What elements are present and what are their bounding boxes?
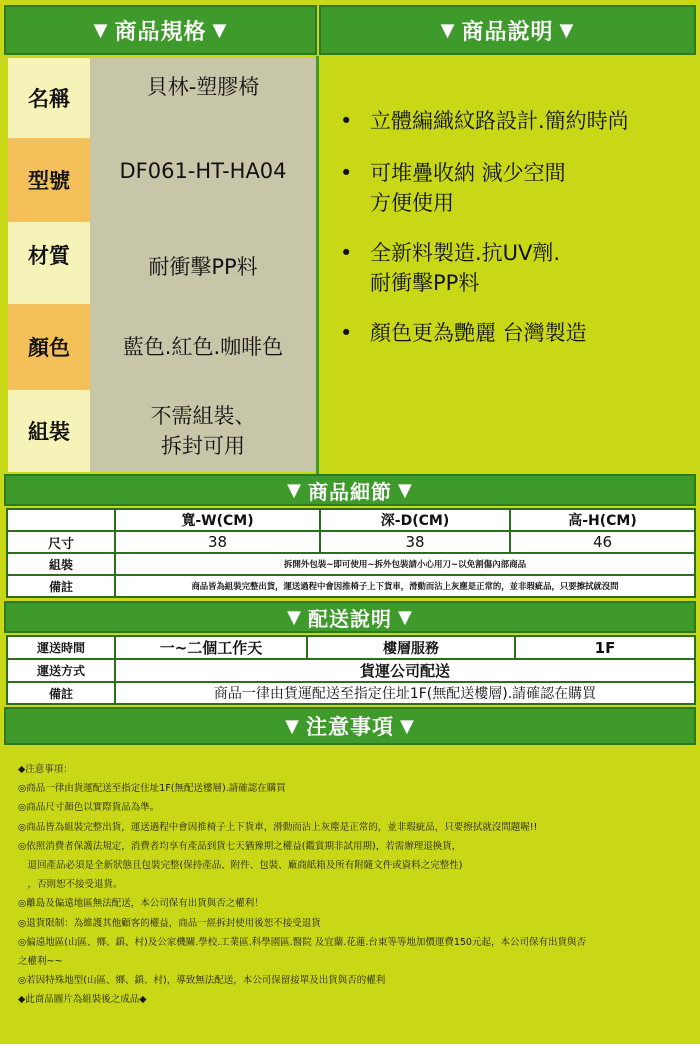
detail-header [4,474,696,506]
spec-label-material: 材質 [8,222,90,304]
notice-line: ◎退貨限制：為維護其他顧客的權益，商品一經拆封使用後恕不接受退貨 [18,917,321,929]
depth-column-header: 深-D(CM) [320,509,510,531]
spec-value-color: 藍色.紅色.咖啡色 [90,304,316,390]
notice-line: ◎若因特殊地型(山區、鄉、鎮、村)，導致無法配送，本公司保留接單及出貨與否的權利 [18,975,386,987]
notice-line: ◆注意事項： [18,764,73,775]
delivery-header-title: 配送說明 [308,606,392,631]
description-header [319,5,696,55]
notice-line: ◎商品尺寸顏色以實際貨品為準。 [18,802,160,814]
description-item-text: 顏色更為艷麗 台灣製造 [370,321,587,345]
spec-label-color: 顏色 [8,304,90,390]
notice-line: 退回產品必須是全新狀態且包裝完整(保持產品、附件、包裝、廠商紙箱及所有附隨文件或資料之完整性) [18,860,463,872]
list-item [340,106,695,136]
spec-label-assembly: 組裝 [8,390,90,472]
notice-line: ◎偏遠地區(山區、鄉、鎮、村)及公家機關.學校.工業區.科學園區.醫院 及宜蘭.花蓮.台東等等地加價運費150元起，本公司保有出貨與否 [18,936,586,948]
height-column-header: 高-H(CM) [510,509,695,531]
delivery-header [4,601,696,633]
triangle-down-icon: ▼ [398,479,413,501]
list-item [340,238,695,298]
delivery-table [6,635,696,705]
bullet-icon: • [340,241,353,265]
triangle-down-icon: ▼ [287,479,302,501]
triangle-down-icon: ▼ [285,715,300,737]
spec-header [4,5,317,55]
floor-service-label: 樓層服務 [307,636,515,659]
notice-line: ◎商品一律由貨運配送至指定住址1F(無配送樓層).請確認在購買 [18,783,286,795]
bullet-icon: • [340,109,353,133]
assembly-text: 拆開外包裝~即可使用~拆外包裝請小心用刀~以免割傷內部商品 [115,553,695,575]
table-row [7,659,695,682]
detail-header-title: 商品細節 [308,479,392,504]
table-row [7,636,695,659]
table-corner-cell [7,509,115,531]
bullet-icon: • [340,321,353,345]
assembly-label: 組裝 [7,553,115,575]
spec-value-assembly: 不需組裝、 拆封可用 [90,390,316,472]
notice-line: ◎依照消費者保護法規定，消費者均享有產品到貨七天猶豫期之權益(鑑賞期非試用期)，若需辦理退換貨， [18,840,462,852]
delivery-time-value: 一~二個工作天 [115,636,307,659]
delivery-remark-label: 備註 [7,682,115,704]
notice-line: ◎離島及偏遠地區無法配送，本公司保有出貨與否之權利！ [18,898,264,910]
notice-header-title: 注意事項 [306,715,394,739]
list-item [340,158,695,218]
table-row [7,509,695,531]
spec-value-model: DF061-HT-HA04 [90,138,316,222]
triangle-down-icon: ▼ [398,606,413,628]
triangle-down-icon: ▼ [400,715,415,737]
bullet-icon: • [340,161,353,185]
description-item-text: 全新料製造.抗UV劑. 耐衝擊PP料 [370,241,561,295]
spec-label-name: 名稱 [8,58,90,138]
spec-divider [316,56,319,474]
width-column-header: 寬-W(CM) [115,509,320,531]
notice-line: ，否則恕不接受退貨。 [18,879,123,891]
notice-line: ◆此商品圖片為組裝後之成品◆ [18,994,147,1006]
description-item-text: 可堆疊收納 減少空間 方便使用 [370,161,566,215]
table-row [7,682,695,704]
triangle-down-icon: ▼ [212,19,228,41]
description-list [340,106,695,348]
delivery-method-label: 運送方式 [7,659,115,682]
bottom-border [0,1044,700,1050]
notice-line: 之權利~~ [18,956,63,968]
triangle-down-icon: ▼ [93,19,109,41]
spec-header-title: 商品規格 [114,19,207,45]
description-item-text: 立體編織紋路設計.簡約時尚 [370,109,629,133]
triangle-down-icon: ▼ [287,606,302,628]
spec-label-model: 型號 [8,138,90,222]
size-label: 尺寸 [7,531,115,553]
triangle-down-icon: ▼ [440,19,456,41]
delivery-remark-value: 商品一律由貨運配送至指定住址1F(無配送樓層).請確認在購買 [115,682,695,704]
triangle-down-icon: ▼ [559,19,575,41]
description-header-title: 商品說明 [461,19,554,45]
depth-value: 38 [320,531,510,553]
table-row [7,553,695,575]
delivery-time-label: 運送時間 [7,636,115,659]
detail-table [6,508,696,598]
spec-value-name: 貝林-塑膠椅 [90,58,316,138]
width-value: 38 [115,531,320,553]
notice-list [18,760,688,1010]
floor-service-value: 1F [515,636,695,659]
height-value: 46 [510,531,695,553]
spec-value-material: 耐衝擊PP料 [90,222,316,304]
delivery-method-value: 貨運公司配送 [115,659,695,682]
notice-header [4,707,696,745]
notice-line: ◎商品皆為組裝完整出貨，運送過程中會因推椅子上下貨車，滑動而沾上灰塵是正常的，並非瑕疵品，只要擦拭就沒問題喔!! [18,821,538,833]
list-item [340,318,695,348]
table-row [7,531,695,553]
table-row [7,575,695,597]
remark-label: 備註 [7,575,115,597]
remark-text: 商品皆為組裝完整出貨，運送過程中會因推椅子上下貨車，滑動而沾上灰塵是正常的，並非瑕疵品，只要擦拭就沒問 [115,575,695,597]
